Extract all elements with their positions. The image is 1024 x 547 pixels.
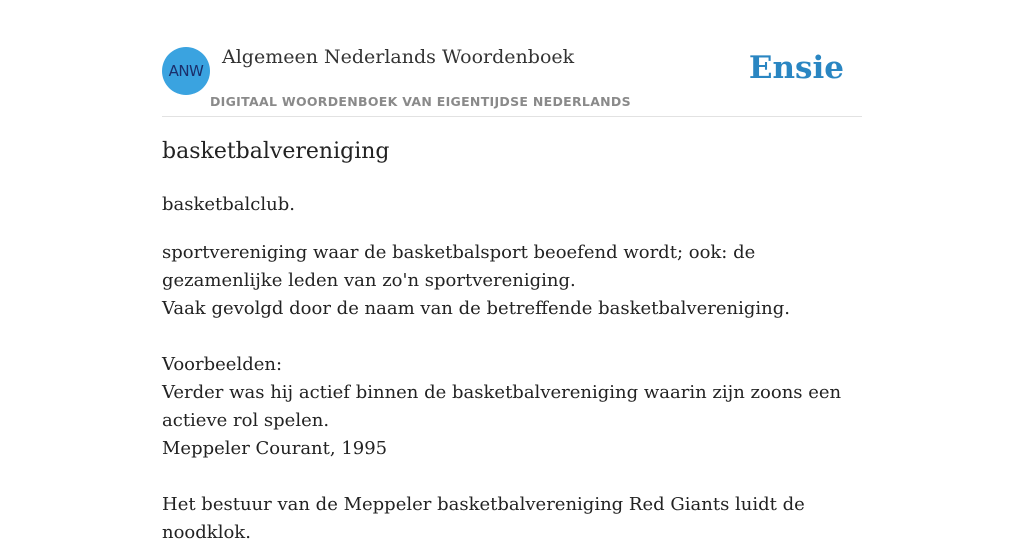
page (162, 0, 862, 543)
entry-headword: basketbalvereniging (162, 139, 390, 164)
site-subtitle: DIGITAAL WOORDENBOEK VAN EIGENTIJDSE NEDERLANDS (210, 94, 631, 109)
anw-logo[interactable] (162, 47, 210, 95)
example-source: Meppeler Courant, 1995 (162, 438, 388, 459)
definition-text: sportvereniging waar de basketbalsport beoefend wordt; ook: de gezamenlijke leden van zo'n sportvereniging. (162, 242, 756, 291)
logo-text: ANW (168, 62, 204, 80)
example-text: Verder was hij actief binnen de basketbalvereniging waarin zijn zoons een actieve rol spelen. (162, 382, 842, 431)
spacer (162, 463, 867, 491)
site-title[interactable]: Algemeen Nederlands Woordenboek (222, 46, 575, 68)
usage-note: Vaak gevolgd door de naam van de betreffende basketbalvereniging. (162, 298, 790, 319)
examples-label: Voorbeelden: (162, 354, 283, 375)
spacer (162, 323, 867, 351)
example-text: Het bestuur van de Meppeler basketbalvereniging Red Giants luidt de noodklok. (162, 494, 805, 543)
definition-block (162, 239, 867, 547)
site-header (162, 0, 862, 117)
ensie-logo-link[interactable]: Ensie (748, 50, 844, 86)
short-definition: basketbalclub. (162, 194, 295, 215)
